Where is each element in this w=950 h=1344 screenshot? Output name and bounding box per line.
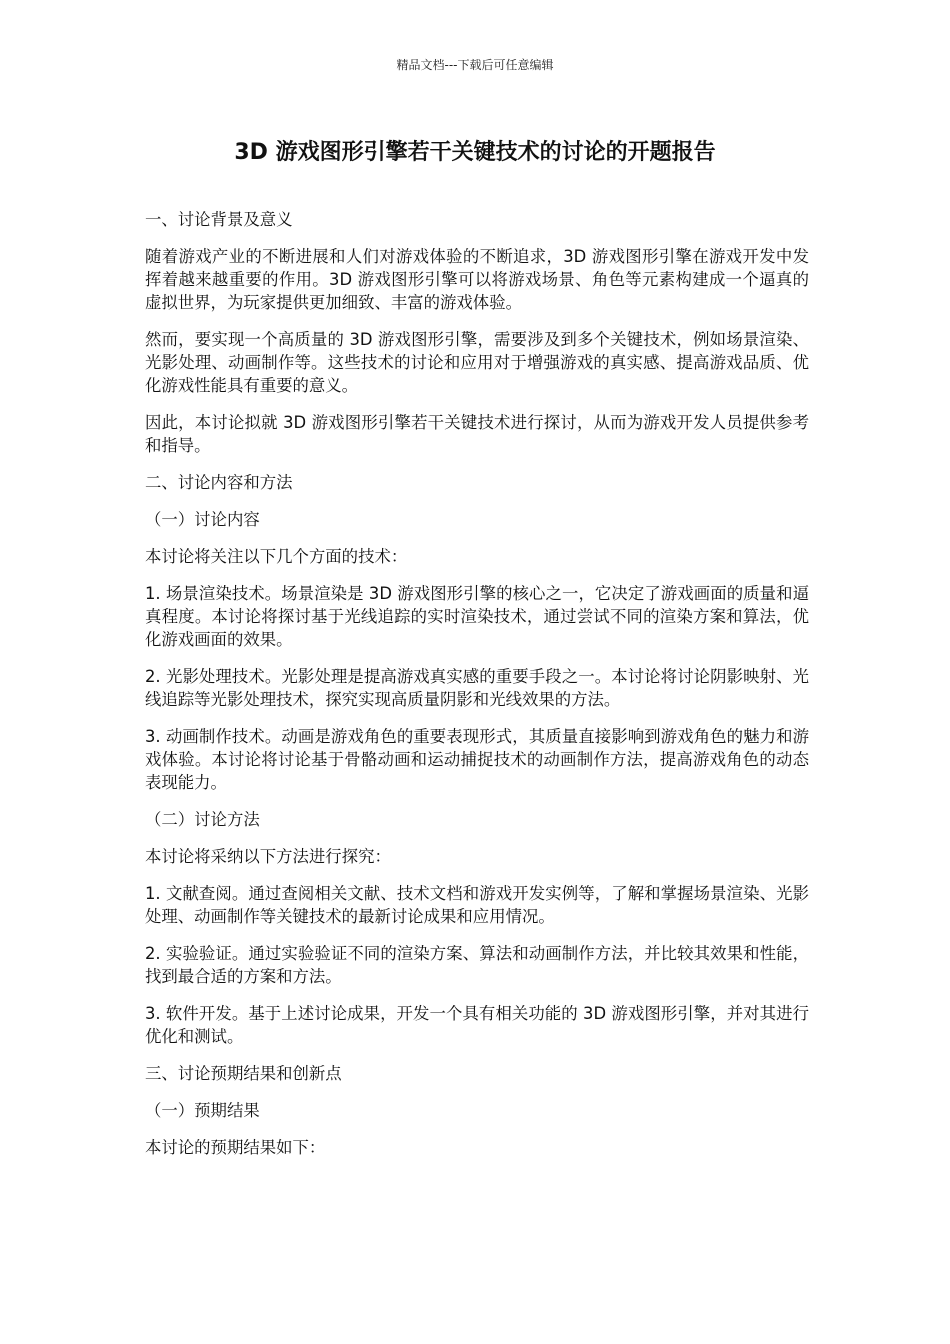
section-heading-background: 一、讨论背景及意义 — [145, 210, 293, 229]
subsection-heading-expected: （一）预期结果 — [145, 1101, 260, 1120]
paragraph-expected-intro: 本讨论的预期结果如下： — [145, 1138, 326, 1157]
section-heading-content-methods: 二、讨论内容和方法 — [145, 473, 293, 492]
paragraph-background-1: 随着游戏产业的不断进展和人们对游戏体验的不断追求，3D 游戏图形引擎在游戏开发中发挥着越来越重要的作用。3D 游戏图形引擎可以将游戏场景、角色等元素构建成一个逼真的虚拟世界，为玩家提供更加细致、丰富的游戏体验。 — [145, 247, 809, 312]
list-item-literature: 1. 文献查阅。通过查阅相关文献、技术文档和游戏开发实例等，了解和掌握场景渲染、光影处理、动画制作等关键技术的最新讨论成果和应用情况。 — [145, 884, 809, 926]
section-heading-expected-results: 三、讨论预期结果和创新点 — [145, 1064, 342, 1083]
document-body — [145, 208, 809, 1173]
list-item-animation: 3. 动画制作技术。动画是游戏角色的重要表现形式，其质量直接影响到游戏角色的魅力和游戏体验。本讨论将讨论基于骨骼动画和运动捕捉技术的动画制作方法，提高游戏角色的动态表现能力。 — [145, 727, 809, 792]
page-header-watermark: 精品文档---下载后可任意编辑 — [396, 58, 554, 72]
list-item-software: 3. 软件开发。基于上述讨论成果，开发一个具有相关功能的 3D 游戏图形引擎，并对其进行优化和测试。 — [145, 1004, 809, 1046]
paragraph-background-2: 然而，要实现一个高质量的 3D 游戏图形引擎，需要涉及到多个关键技术，例如场景渲染、光影处理、动画制作等。这些技术的讨论和应用对于增强游戏的真实感、提高游戏品质、优化游戏性能具有重要的意义。 — [145, 330, 809, 395]
list-item-lighting: 2. 光影处理技术。光影处理是提高游戏真实感的重要手段之一。本讨论将讨论阴影映射、光线追踪等光影处理技术，探究实现高质量阴影和光线效果的方法。 — [145, 667, 809, 709]
subsection-heading-content: （一）讨论内容 — [145, 510, 260, 529]
paragraph-content-intro: 本讨论将关注以下几个方面的技术： — [145, 547, 408, 566]
paragraph-background-3: 因此，本讨论拟就 3D 游戏图形引擎若干关键技术进行探讨，从而为游戏开发人员提供参考和指导。 — [145, 413, 809, 455]
list-item-scene-rendering: 1. 场景渲染技术。场景渲染是 3D 游戏图形引擎的核心之一，它决定了游戏画面的质量和逼真程度。本讨论将探讨基于光线追踪的实时渲染技术，通过尝试不同的渲染方案和算法，优化游戏画面的效果。 — [145, 584, 809, 649]
list-item-experiment: 2. 实验验证。通过实验验证不同的渲染方案、算法和动画制作方法，并比较其效果和性能，找到最合适的方案和方法。 — [145, 944, 809, 986]
subsection-heading-methods: （二）讨论方法 — [145, 810, 260, 829]
paragraph-methods-intro: 本讨论将采纳以下方法进行探究： — [145, 847, 391, 866]
document-title: 3D 游戏图形引擎若干关键技术的讨论的开题报告 — [234, 140, 716, 165]
